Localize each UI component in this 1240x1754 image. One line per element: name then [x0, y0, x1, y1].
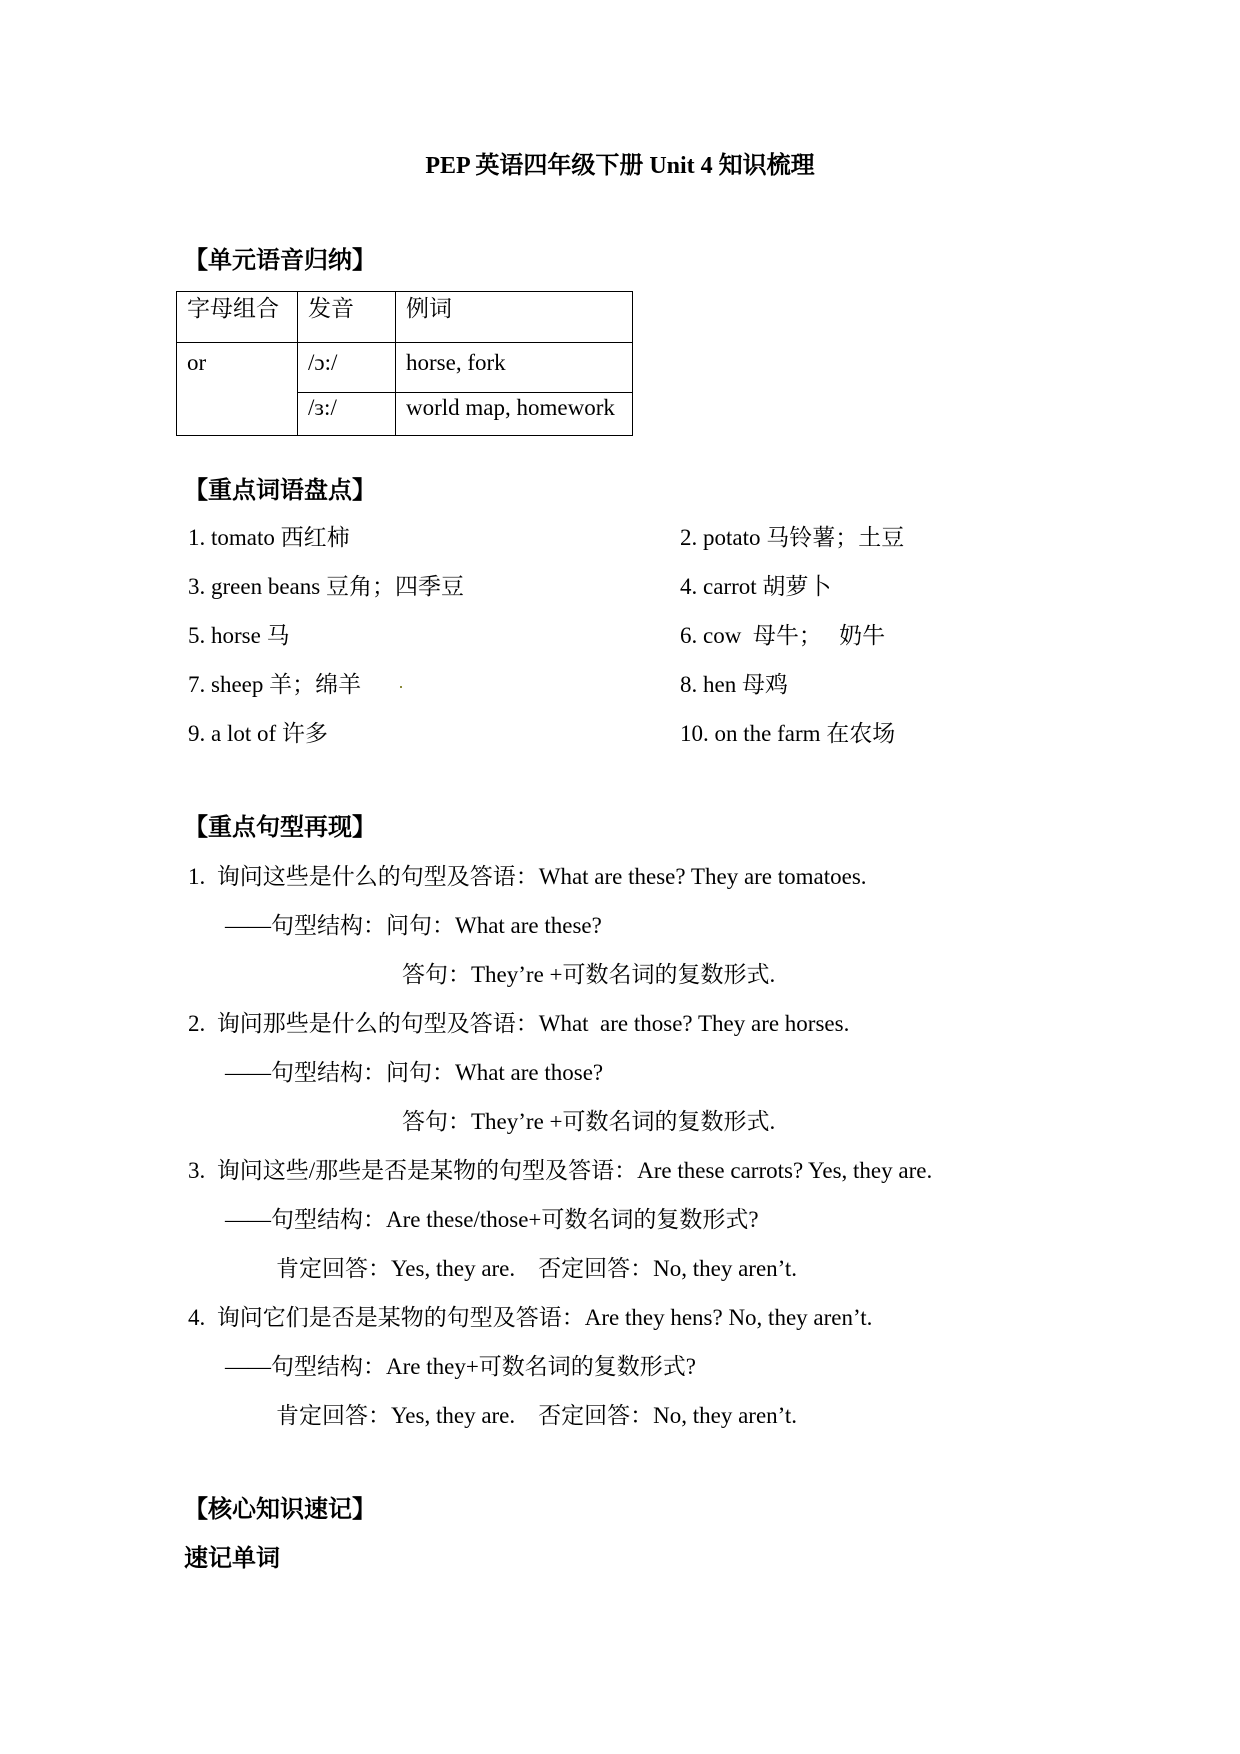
table-header-row: [177, 292, 633, 343]
sentence-structure: ——句型结构：Are these/those+可数名词的复数形式?: [225, 1207, 759, 1232]
sentence-structure: ——句型结构：问句：What are those?: [225, 1060, 604, 1085]
sentence-item: 2. 询问那些是什么的句型及答语：What are those? They are horses.: [188, 1011, 850, 1036]
phonics-heading: 【单元语音归纳】: [184, 248, 376, 274]
examples-cell: world map, homework: [396, 393, 633, 436]
header-examples: 例词: [396, 292, 633, 343]
sentence-answer: 肯定回答：Yes, they are. 否定回答：No, they aren’t.: [276, 1256, 798, 1281]
sound-cell: /ɔ:/: [298, 343, 396, 393]
core-subheading: 速记单词: [184, 1546, 280, 1572]
vocab-item: 8. hen 母鸡: [680, 672, 788, 697]
vocab-item: 10. on the farm 在农场: [680, 721, 896, 746]
header-letter-combo: 字母组合: [177, 292, 298, 343]
sentence-structure: ——句型结构：Are they+可数名词的复数形式?: [225, 1354, 697, 1379]
vocab-item: 7. sheep 羊；绵羊: [188, 672, 362, 697]
stray-mark: [400, 686, 402, 688]
sentence-item: 4. 询问它们是否是某物的句型及答语：Are they hens? No, they aren’t.: [188, 1305, 873, 1330]
sentences-heading: 【重点句型再现】: [184, 815, 376, 841]
sound-cell: /ɜ:/: [298, 393, 396, 436]
letter-combo-cell: or: [177, 343, 298, 436]
vocab-item: 5. horse 马: [188, 623, 290, 648]
sentence-item: 1. 询问这些是什么的句型及答语：What are these? They are tomatoes.: [188, 864, 867, 889]
vocabulary-heading: 【重点词语盘点】: [184, 478, 376, 504]
sentence-item: 3. 询问这些/那些是否是某物的句型及答语：Are these carrots? Yes, they are.: [188, 1158, 933, 1183]
vocab-item: 3. green beans 豆角；四季豆: [188, 574, 464, 599]
phonics-table: [176, 291, 633, 436]
page-title: PEP 英语四年级下册 Unit 4 知识梳理: [425, 153, 815, 179]
vocab-item: 2. potato 马铃薯；土豆: [680, 525, 905, 550]
sentence-answer: 肯定回答：Yes, they are. 否定回答：No, they aren’t.: [276, 1403, 798, 1428]
sentence-answer: 答句：They’re +可数名词的复数形式.: [402, 962, 776, 987]
vocab-item: 4. carrot 胡萝卜: [680, 574, 832, 599]
sentence-answer: 答句：They’re +可数名词的复数形式.: [402, 1109, 776, 1134]
vocab-item: 1. tomato 西红柿: [188, 525, 350, 550]
core-heading: 【核心知识速记】: [184, 1497, 376, 1523]
examples-cell: horse, fork: [396, 343, 633, 393]
header-sound: 发音: [298, 292, 396, 343]
table-row: [177, 343, 633, 393]
vocab-item: 9. a lot of 许多: [188, 721, 328, 746]
sentence-structure: ——句型结构：问句：What are these?: [225, 913, 602, 938]
vocab-item: 6. cow 母牛； 奶牛: [680, 623, 886, 648]
